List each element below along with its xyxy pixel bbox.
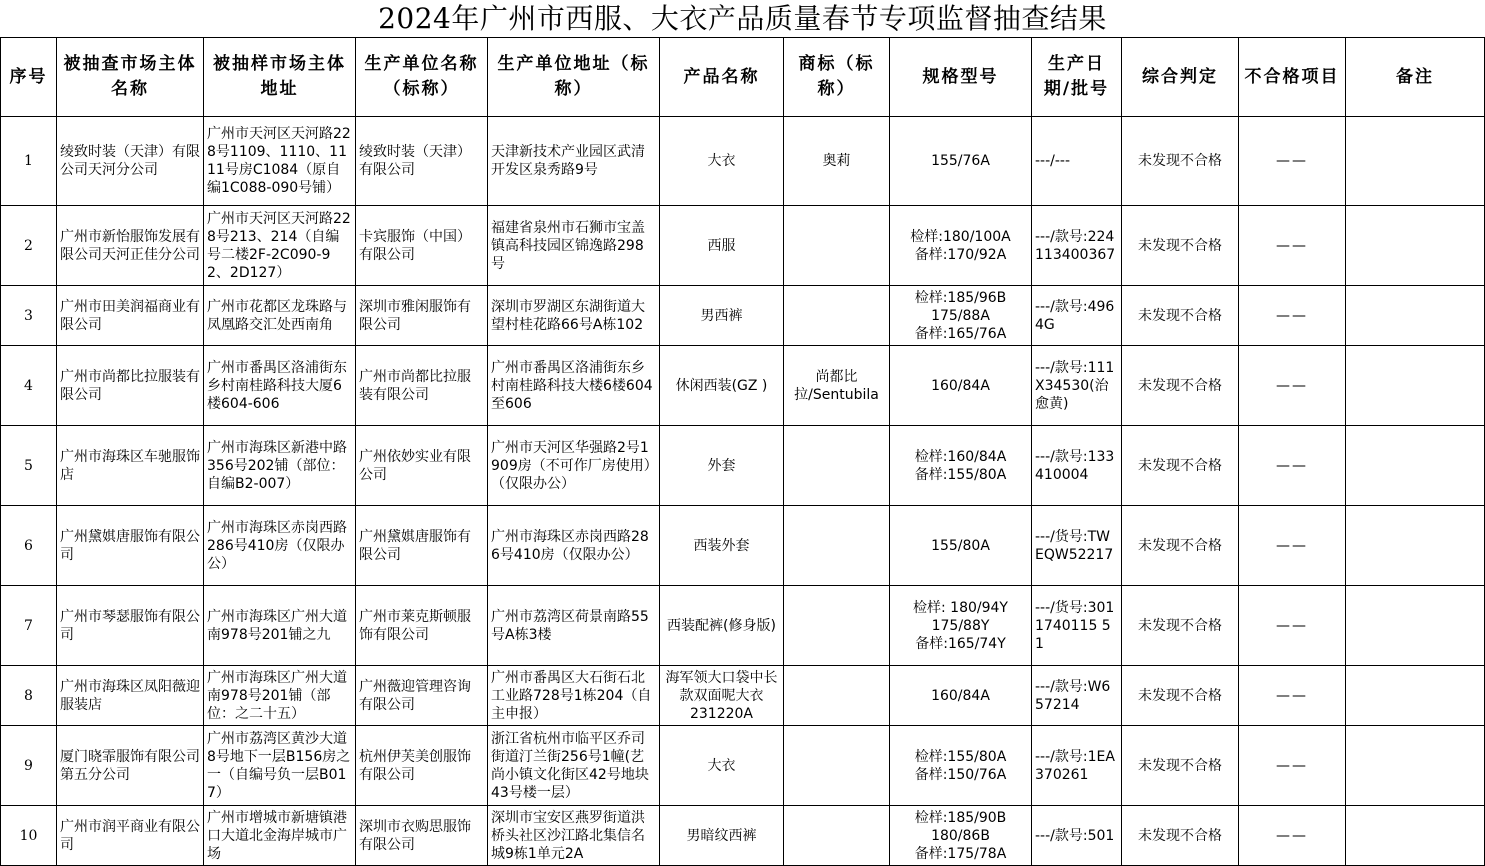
producer-address-cell: 天津新技术产业园区武清开发区泉秀路9号 — [488, 117, 660, 206]
header-producer-address: 生产单位地址（标称） — [488, 38, 660, 117]
producer-address-cell: 广州市番禺区洛浦街东乡村南桂路科技大楼6楼604至606 — [488, 346, 660, 426]
entity-address-cell: 广州市海珠区赤岗西路286号410房（仅限办公） — [204, 506, 356, 586]
entity-cell: 广州市琴瑟服饰有限公司 — [57, 586, 204, 666]
spec-cell: 155/76A — [890, 117, 1032, 206]
spec-cell: 检样:155/80A 备样:150/76A — [890, 726, 1032, 806]
fail-items-cell: —— — [1239, 286, 1346, 346]
fail-items-cell: —— — [1239, 426, 1346, 506]
table-row — [1, 117, 1485, 206]
verdict-cell: 未发现不合格 — [1122, 726, 1239, 806]
seq-cell: 7 — [1, 586, 57, 666]
table-row — [1, 726, 1485, 806]
seq-cell: 2 — [1, 206, 57, 286]
header-entity-address: 被抽样市场主体地址 — [204, 38, 356, 117]
table-row — [1, 666, 1485, 726]
note-cell — [1346, 666, 1485, 726]
producer-address-cell: 深圳市宝安区燕罗街道洪桥头社区沙江路北集信名城9栋1单元2A — [488, 806, 660, 866]
table-row — [1, 806, 1485, 866]
spec-cell: 检样:160/84A 备样:155/80A — [890, 426, 1032, 506]
verdict-cell: 未发现不合格 — [1122, 806, 1239, 866]
table-body — [1, 117, 1485, 866]
verdict-cell: 未发现不合格 — [1122, 666, 1239, 726]
entity-address-cell: 广州市天河区天河路228号213、214（自编号二楼2F-2C090-92、2D127） — [204, 206, 356, 286]
header-date-batch: 生产日期/批号 — [1032, 38, 1122, 117]
brand-cell — [784, 806, 890, 866]
brand-cell: 奥莉 — [784, 117, 890, 206]
entity-cell: 广州市新怡服饰发展有限公司天河正佳分公司 — [57, 206, 204, 286]
table-row — [1, 426, 1485, 506]
producer-address-cell: 广州市番禺区大石街石北工业路728号1栋204（自主申报） — [488, 666, 660, 726]
fail-items-cell: —— — [1239, 666, 1346, 726]
note-cell — [1346, 346, 1485, 426]
header-seq: 序号 — [1, 38, 57, 117]
producer-cell: 深圳市衣购思服饰有限公司 — [356, 806, 488, 866]
spec-cell: 160/84A — [890, 666, 1032, 726]
brand-cell — [784, 426, 890, 506]
seq-cell: 5 — [1, 426, 57, 506]
product-cell: 男西裤 — [660, 286, 784, 346]
producer-cell: 广州市尚都比拉服装有限公司 — [356, 346, 488, 426]
date-batch-cell: ---/款号:W657214 — [1032, 666, 1122, 726]
producer-address-cell: 广州市荔湾区荷景南路55号A栋3楼 — [488, 586, 660, 666]
entity-address-cell: 广州市天河区天河路228号1109、1110、1111号房C1084（原自编1C088-090号铺） — [204, 117, 356, 206]
producer-cell: 深圳市雅闲服饰有限公司 — [356, 286, 488, 346]
brand-cell: 尚都比拉/Sentubila — [784, 346, 890, 426]
producer-cell: 卡宾服饰（中国）有限公司 — [356, 206, 488, 286]
header-row — [1, 38, 1485, 117]
verdict-cell: 未发现不合格 — [1122, 506, 1239, 586]
table-row — [1, 286, 1485, 346]
producer-cell: 广州市莱克斯顿服饰有限公司 — [356, 586, 488, 666]
producer-address-cell: 广州市天河区华强路2号1909房（不可作厂房使用）（仅限办公） — [488, 426, 660, 506]
product-cell: 大衣 — [660, 117, 784, 206]
seq-cell: 3 — [1, 286, 57, 346]
header-entity: 被抽查市场主体名称 — [57, 38, 204, 117]
header-fail-items: 不合格项目 — [1239, 38, 1346, 117]
note-cell — [1346, 806, 1485, 866]
product-cell: 西装配裤(修身版) — [660, 586, 784, 666]
seq-cell: 4 — [1, 346, 57, 426]
producer-cell: 广州依妙实业有限公司 — [356, 426, 488, 506]
verdict-cell: 未发现不合格 — [1122, 586, 1239, 666]
fail-items-cell: —— — [1239, 346, 1346, 426]
entity-cell: 广州市海珠区车驰服饰店 — [57, 426, 204, 506]
date-batch-cell: ---/款号:111X34530(治愈黄) — [1032, 346, 1122, 426]
producer-cell: 绫致时装（天津）有限公司 — [356, 117, 488, 206]
seq-cell: 6 — [1, 506, 57, 586]
header-spec: 规格型号 — [890, 38, 1032, 117]
verdict-cell: 未发现不合格 — [1122, 117, 1239, 206]
seq-cell: 9 — [1, 726, 57, 806]
product-cell: 外套 — [660, 426, 784, 506]
producer-address-cell: 福建省泉州市石狮市宝盖镇高科技园区锦逸路298号 — [488, 206, 660, 286]
seq-cell: 10 — [1, 806, 57, 866]
date-batch-cell: ---/--- — [1032, 117, 1122, 206]
note-cell — [1346, 506, 1485, 586]
note-cell — [1346, 286, 1485, 346]
entity-cell: 广州市海珠区凤阳薇迎服装店 — [57, 666, 204, 726]
seq-cell: 1 — [1, 117, 57, 206]
spec-cell: 检样: 180/94Y 175/88Y 备样:165/74Y — [890, 586, 1032, 666]
header-verdict: 综合判定 — [1122, 38, 1239, 117]
date-batch-cell: ---/款号:224113400367 — [1032, 206, 1122, 286]
spec-cell: 160/84A — [890, 346, 1032, 426]
fail-items-cell: —— — [1239, 206, 1346, 286]
spec-cell: 检样:185/96B 175/88A 备样:165/76A — [890, 286, 1032, 346]
date-batch-cell: ---/货号:3011740115 51 — [1032, 586, 1122, 666]
brand-cell — [784, 286, 890, 346]
entity-address-cell: 广州市番禺区洛浦街东乡村南桂路科技大厦6楼604-606 — [204, 346, 356, 426]
entity-cell: 厦门晓霏服饰有限公司第五分公司 — [57, 726, 204, 806]
entity-cell: 广州黛娸唐服饰有限公司 — [57, 506, 204, 586]
fail-items-cell: —— — [1239, 117, 1346, 206]
fail-items-cell: —— — [1239, 726, 1346, 806]
producer-cell: 杭州伊芙美创服饰有限公司 — [356, 726, 488, 806]
date-batch-cell: ---/款号:133410004 — [1032, 426, 1122, 506]
entity-address-cell: 广州市海珠区广州大道南978号201铺（部位：之二十五） — [204, 666, 356, 726]
verdict-cell: 未发现不合格 — [1122, 286, 1239, 346]
brand-cell — [784, 506, 890, 586]
header-note: 备注 — [1346, 38, 1485, 117]
date-batch-cell: ---/款号:4964G — [1032, 286, 1122, 346]
note-cell — [1346, 206, 1485, 286]
entity-address-cell: 广州市增城市新塘镇港口大道北金海岸城市广场 — [204, 806, 356, 866]
producer-address-cell: 深圳市罗湖区东湖街道大望村桂花路66号A栋102 — [488, 286, 660, 346]
seq-cell: 8 — [1, 666, 57, 726]
header-brand: 商标（标称） — [784, 38, 890, 117]
entity-address-cell: 广州市海珠区广州大道南978号201铺之九 — [204, 586, 356, 666]
spec-cell: 155/80A — [890, 506, 1032, 586]
header-producer: 生产单位名称（标称） — [356, 38, 488, 117]
producer-cell: 广州薇迎管理咨询有限公司 — [356, 666, 488, 726]
results-table — [0, 37, 1485, 866]
verdict-cell: 未发现不合格 — [1122, 206, 1239, 286]
entity-cell: 广州市田美润福商业有限公司 — [57, 286, 204, 346]
brand-cell — [784, 206, 890, 286]
date-batch-cell: ---/货号:TWEQW52217 — [1032, 506, 1122, 586]
brand-cell — [784, 726, 890, 806]
product-cell: 西服 — [660, 206, 784, 286]
producer-address-cell: 浙江省杭州市临平区乔司街道汀兰街256号1幢(艺尚小镇文化街区42号地块43号楼一层） — [488, 726, 660, 806]
table-row — [1, 506, 1485, 586]
table-row — [1, 206, 1485, 286]
fail-items-cell: —— — [1239, 806, 1346, 866]
entity-address-cell: 广州市荔湾区黄沙大道8号地下一层B156房之一（自编号负一层B017） — [204, 726, 356, 806]
entity-address-cell: 广州市花都区龙珠路与凤凰路交汇处西南角 — [204, 286, 356, 346]
brand-cell — [784, 666, 890, 726]
date-batch-cell: ---/款号:1EA370261 — [1032, 726, 1122, 806]
header-product: 产品名称 — [660, 38, 784, 117]
date-batch-cell: ---/款号:501 — [1032, 806, 1122, 866]
entity-address-cell: 广州市海珠区新港中路356号202铺（部位：自编B2-007） — [204, 426, 356, 506]
entity-cell: 广州市润平商业有限公司 — [57, 806, 204, 866]
note-cell — [1346, 726, 1485, 806]
fail-items-cell: —— — [1239, 506, 1346, 586]
fail-items-cell: —— — [1239, 586, 1346, 666]
product-cell: 休闲西装(GZ ) — [660, 346, 784, 426]
entity-cell: 绫致时装（天津）有限公司天河分公司 — [57, 117, 204, 206]
spec-cell: 检样:185/90B 180/86B 备样:175/78A — [890, 806, 1032, 866]
product-cell: 西装外套 — [660, 506, 784, 586]
table-row — [1, 586, 1485, 666]
verdict-cell: 未发现不合格 — [1122, 426, 1239, 506]
page-title: 2024年广州市西服、大衣产品质量春节专项监督抽查结果 — [378, 2, 1107, 35]
product-cell: 海军领大口袋中长款双面呢大衣231220A — [660, 666, 784, 726]
producer-address-cell: 广州市海珠区赤岗西路286号410房（仅限办公） — [488, 506, 660, 586]
brand-cell — [784, 586, 890, 666]
product-cell: 大衣 — [660, 726, 784, 806]
product-cell: 男暗纹西裤 — [660, 806, 784, 866]
table-row — [1, 346, 1485, 426]
note-cell — [1346, 117, 1485, 206]
note-cell — [1346, 586, 1485, 666]
note-cell — [1346, 426, 1485, 506]
verdict-cell: 未发现不合格 — [1122, 346, 1239, 426]
spec-cell: 检样:180/100A 备样:170/92A — [890, 206, 1032, 286]
producer-cell: 广州黛娸唐服饰有限公司 — [356, 506, 488, 586]
entity-cell: 广州市尚都比拉服装有限公司 — [57, 346, 204, 426]
